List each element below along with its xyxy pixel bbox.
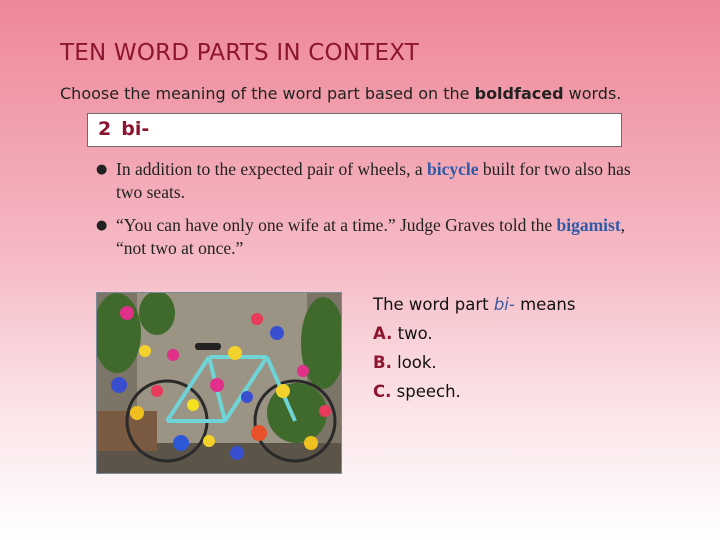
- item-number: 2: [98, 118, 112, 140]
- word-part: bi-: [121, 118, 150, 140]
- example-sentence-1: ● In addition to the expected pair of wheels, a bicycle built for two also has two seats.: [96, 159, 631, 202]
- bullet-dot-icon: ●: [96, 218, 108, 233]
- flower-bicycle-photo: [96, 292, 342, 474]
- option-b[interactable]: B. look.: [373, 353, 437, 372]
- slide-title: TEN WORD PARTS IN CONTEXT: [60, 40, 419, 66]
- word-part-box: [87, 113, 622, 147]
- option-c[interactable]: C. speech.: [373, 382, 461, 401]
- question-block: [373, 290, 575, 406]
- example-sentence-2: ● “You can have only one wife at a time.” Judge Graves told the bigamist, “not two at once.”: [96, 215, 626, 258]
- instruction-bold-word: boldfaced: [474, 84, 564, 103]
- bullet-dot-icon: ●: [96, 162, 108, 177]
- keyword-bicycle: bicycle: [427, 159, 479, 179]
- instruction-text: Choose the meaning of the word part based on the boldfaced words.: [60, 84, 622, 103]
- question-prompt: The word part bi- means: [373, 295, 576, 314]
- question-word-part: bi-: [493, 295, 515, 314]
- keyword-bigamist: bigamist: [556, 215, 621, 235]
- option-a[interactable]: A. two.: [373, 324, 433, 343]
